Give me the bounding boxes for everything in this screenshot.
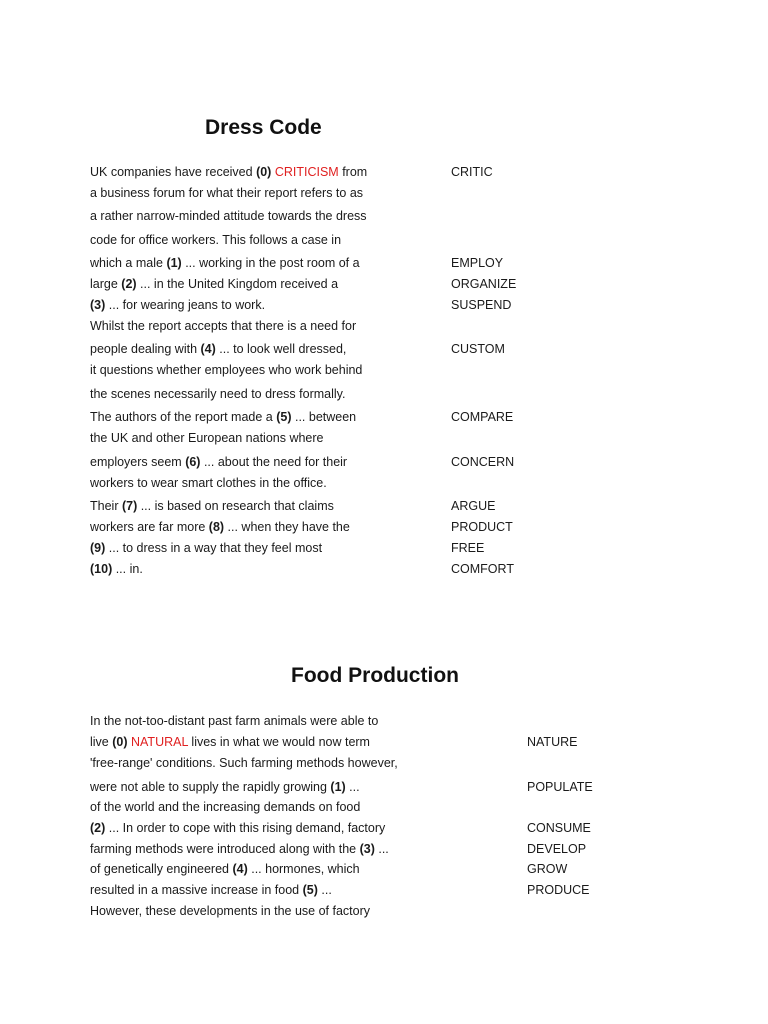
base-word: COMFORT [451, 562, 514, 576]
base-word: PRODUCE [527, 883, 590, 897]
text-line: workers are far more (8) ... when they have the [90, 520, 350, 534]
base-word: EMPLOY [451, 256, 504, 270]
text-line: UK companies have received (0) CRITICISM from [90, 165, 368, 179]
text-line: (9) ... to dress in a way that they feel most [90, 541, 323, 555]
section-title: Food Production [291, 664, 459, 687]
gap-number: (8) [208, 520, 225, 534]
gap-number: (10) [90, 562, 113, 576]
text-line: the UK and other European nations where [90, 431, 324, 445]
gap-number: (7) [121, 499, 138, 513]
text-line: code for office workers. This follows a case in [90, 233, 342, 247]
gap-number: (3) [90, 298, 106, 312]
text-line: employers seem (6) ... about the need for their [90, 455, 348, 469]
text-line: resulted in a massive increase in food (5) ... [90, 883, 332, 897]
text-line: of genetically engineered (4) ... hormones, which [90, 862, 360, 876]
gap-number: (4) [200, 342, 216, 356]
gap-number: (0) [256, 165, 272, 179]
example-answer: CRITICISM [274, 165, 339, 179]
text-line: The authors of the report made a (5) ... between [90, 410, 357, 424]
text-line: farming methods were introduced along with the (3) ... [90, 842, 389, 856]
gap-number: (2) [121, 277, 137, 291]
text-line: a business forum for what their report refers to as [90, 186, 364, 200]
text-line: large (2) ... in the United Kingdom received a [90, 277, 339, 291]
text-line: people dealing with (4) ... to look well dressed, [90, 342, 347, 356]
gap-number: (1) [330, 780, 346, 794]
text-line: it questions whether employees who work behind [90, 363, 363, 377]
gap-number: (5) [302, 883, 318, 897]
text-line: a rather narrow-minded attitude towards the dress [90, 209, 367, 223]
base-word: CONCERN [451, 455, 515, 469]
gap-number: (9) [90, 541, 106, 555]
gap-number: (1) [166, 256, 182, 270]
text-line: 'free-range' conditions. Such farming methods however, [90, 756, 398, 770]
base-word: ORGANIZE [451, 277, 517, 291]
gap-number: (0) [112, 735, 128, 749]
text-line: of the world and the increasing demands on food [90, 800, 361, 814]
base-word: COMPARE [451, 410, 514, 424]
base-word: CRITIC [451, 165, 493, 179]
text-line: Their (7) ... is based on research that claims [90, 499, 334, 513]
base-word: GROW [527, 862, 568, 876]
text-line: the scenes necessarily need to dress formally. [90, 387, 346, 401]
text-line: live (0) NATURAL lives in what we would now term [90, 735, 370, 749]
text-line: (10) ... in. [90, 562, 143, 576]
gap-number: (3) [359, 842, 375, 856]
example-answer: NATURAL [131, 735, 188, 749]
text-line: Whilst the report accepts that there is a need for [90, 319, 357, 333]
base-word: ARGUE [451, 499, 496, 513]
text-line: However, these developments in the use of factory [90, 904, 371, 918]
gap-number: (4) [232, 862, 248, 876]
base-word: FREE [451, 541, 485, 555]
text-line: In the not-too-distant past farm animals were able to [90, 714, 379, 728]
text-line: (2) ... In order to cope with this rising demand, factory [90, 821, 386, 835]
base-word: POPULATE [527, 780, 593, 794]
base-word: NATURE [527, 735, 578, 749]
section-title: Dress Code [205, 116, 322, 139]
base-word: PRODUCT [451, 520, 513, 534]
gap-number: (5) [276, 410, 292, 424]
base-word: DEVELOP [527, 842, 587, 856]
gap-number: (6) [185, 455, 201, 469]
text-line: were not able to supply the rapidly growing (1) ... [90, 780, 360, 794]
text-line: which a male (1) ... working in the post room of a [90, 256, 360, 270]
text-line: workers to wear smart clothes in the office. [90, 476, 327, 490]
gap-number: (2) [90, 821, 106, 835]
text-line: (3) ... for wearing jeans to work. [90, 298, 266, 312]
base-word: SUSPEND [451, 298, 512, 312]
base-word: CONSUME [527, 821, 591, 835]
base-word: CUSTOM [451, 342, 505, 356]
